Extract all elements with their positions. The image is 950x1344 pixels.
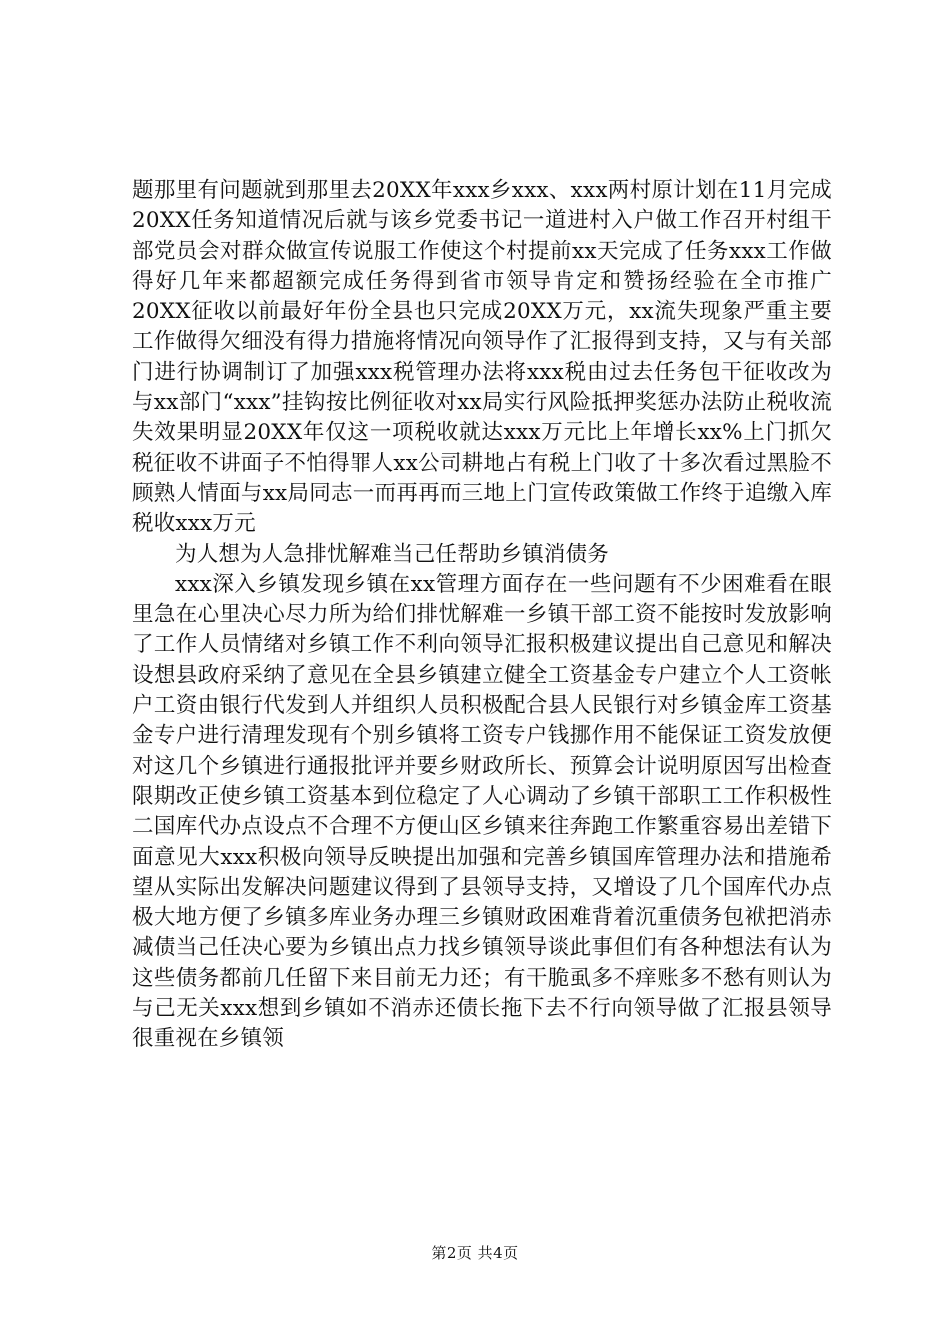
paragraph-2: xxx深入乡镇发现乡镇在xx管理方面存在一些问题有不少困难看在眼里急在心里决心尽力所为给们排忧解难一乡镇干部工资不能按时发放影响了工作人员情绪对乡镇工作不利向领导汇报积极建议提出自己意见和解决设想县政府采纳了意见在全县乡镇建立健全工资基金专户建立个人工资帐户工资由银行代发到人并组织人员积极配合县人民银行对乡镇金库工资基金专户进行清理发现有个别乡镇将工资专户钱挪作用不能保证工资发放便对这几个乡镇进行通报批评并要乡财政所长、预算会计说明原因写出检查限期改正使乡镇工资基本到位稳定了人心调动了乡镇干部职工工作积极性二国库代办点设点不合理不方便山区乡镇来往奔跑工作繁重容易出差错下面意见大xxx积极向领导反映提出加强和完善乡镇国库管理办法和措施希望从实际出发解决问题建议得到了县领导支持，又增设了几个国库代办点极大地方便了乡镇多库业务办理三乡镇财政困难背着沉重债务包袱把消赤减债当己任决心要为乡镇出点力找乡镇领导谈此事但们有各种想法有认为这些债务都前几任留下来目前无力还；有干脆虱多不痒账多不愁有则认为与己无关xxx想到乡镇如不消赤还债长拖下去不行向领导做了汇报县领导很重视在乡镇领 [132,571,832,1052]
section-heading: 为人想为人急排忧解难当己任帮助乡镇消债务 [175,541,610,567]
paragraph-1: 题那里有问题就到那里去20XX年xxx乡xxx、xxx两村原计划在11月完成20XX任务知道情况后就与该乡党委书记一道进村入户做工作召开村组干部党员会对群众做宣传说服工作使这个村提前xx天完成了任务xxx工作做得好几年来都超额完成任务得到省市领导肯定和赞扬经验在全市推广20XX征收以前最好年份全县也只完成20XX万元，xx流失现象严重主要工作做得欠细没有得力措施将情况向领导作了汇报得到支持，又与有关部门进行协调制订了加强xxx税管理办法将xxx税由过去任务包干征收改为与xx部门“xxx”挂钩按比例征收对xx局实行风险抵押奖惩办法防止税收流失效果明显20XX年仅这一项税收就达xxx万元比上年增长xx%上门抓欠税征收不讲面子不怕得罪人xx公司耕地占有税上门收了十多次看过黑脸不顾熟人情面与xx局同志一而再再而三地上门宣传政策做工作终于追缴入库税收xxx万元 [132,178,832,537]
body-text [132,176,832,1055]
page-footer: 第2页 共4页 [431,1244,519,1262]
